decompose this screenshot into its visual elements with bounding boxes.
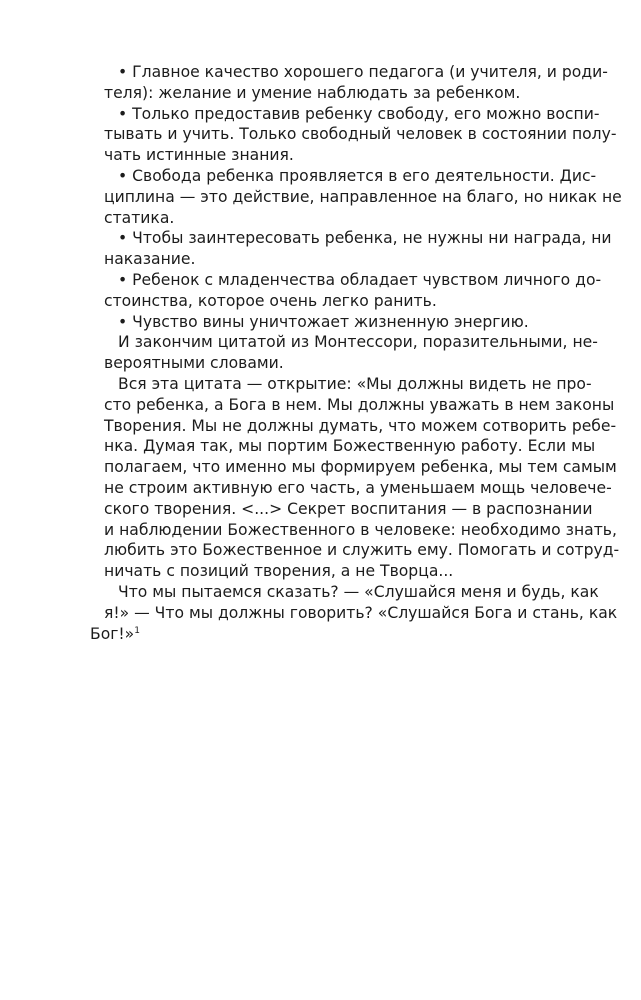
text-line: сто ребенка, а Бога в нем. Мы должны уважать в нем законы — [104, 395, 615, 414]
text-line: и наблюдении Божественного в человеке: необходимо знать, — [104, 520, 617, 539]
paragraph — [90, 104, 617, 166]
text-line: Бог!» — [90, 624, 135, 643]
text-line: не строим активную его часть, а уменьшаем мощь человече- — [104, 478, 612, 497]
text-line: нка. Думая так, мы портим Божественную работу. Если мы — [104, 437, 596, 456]
text-line: теля): желание и умение наблюдать за ребенком. — [104, 83, 521, 102]
text-line: наказание. — [104, 250, 196, 269]
text-line: стоинства, которое очень легко ранить. — [104, 291, 437, 310]
text-line: ничать с позиций творения, а не Творца... — [104, 562, 454, 581]
footnote-marker: 1 — [134, 625, 140, 636]
text-line: И закончим цитатой из Монтессори, поразительными, не- — [118, 333, 598, 352]
text-line: ского творения. <...> Секрет воспитания — в распознании — [104, 499, 593, 518]
paragraph — [90, 166, 622, 228]
paragraph — [90, 374, 620, 582]
text-line: • Свобода ребенка проявляется в его деятельности. Дис- — [118, 166, 597, 185]
paragraph — [90, 62, 608, 104]
text-line: чать истинные знания. — [104, 146, 294, 165]
text-line: Творения. Мы не должны думать, что можем сотворить ребе- — [104, 416, 617, 435]
text-line: Что мы пытаемся сказать? — «Слушайся меня и будь, как — [118, 582, 599, 601]
text-line: • Чувство вины уничтожает жизненную энергию. — [118, 312, 529, 331]
paragraph — [90, 270, 602, 312]
paragraph — [90, 312, 564, 333]
paragraph — [90, 228, 612, 270]
text-line: тывать и учить. Только свободный человек в состоянии полу- — [104, 125, 617, 144]
paragraph — [90, 582, 618, 644]
text-line: • Главное качество хорошего педагога (и учителя, и роди- — [118, 63, 608, 81]
text-line: я!» — Что мы должны говорить? «Слушайся Бога и стань, как — [104, 603, 618, 622]
text-line: статика. — [104, 208, 175, 227]
text-line: • Ребенок с младенчества обладает чувством личного до- — [118, 270, 602, 289]
text-line: полагаем, что именно мы формируем ребенка, мы тем самым — [104, 458, 617, 477]
text-line: Вся эта цитата — открытие: «Мы должны видеть не про- — [118, 374, 592, 393]
text-line: любить это Божественное и служить ему. Помогать и сотруд- — [104, 541, 620, 560]
text-line: • Чтобы заинтересовать ребенка, не нужны ни награда, ни — [118, 229, 612, 248]
text-line: вероятными словами. — [104, 354, 284, 373]
text-line: циплина — это действие, направленное на благо, но никак не — [104, 187, 622, 206]
text-line: • Только предоставив ребенку свободу, его можно воспи- — [118, 104, 600, 123]
page-body — [90, 62, 622, 644]
paragraph — [90, 332, 598, 374]
